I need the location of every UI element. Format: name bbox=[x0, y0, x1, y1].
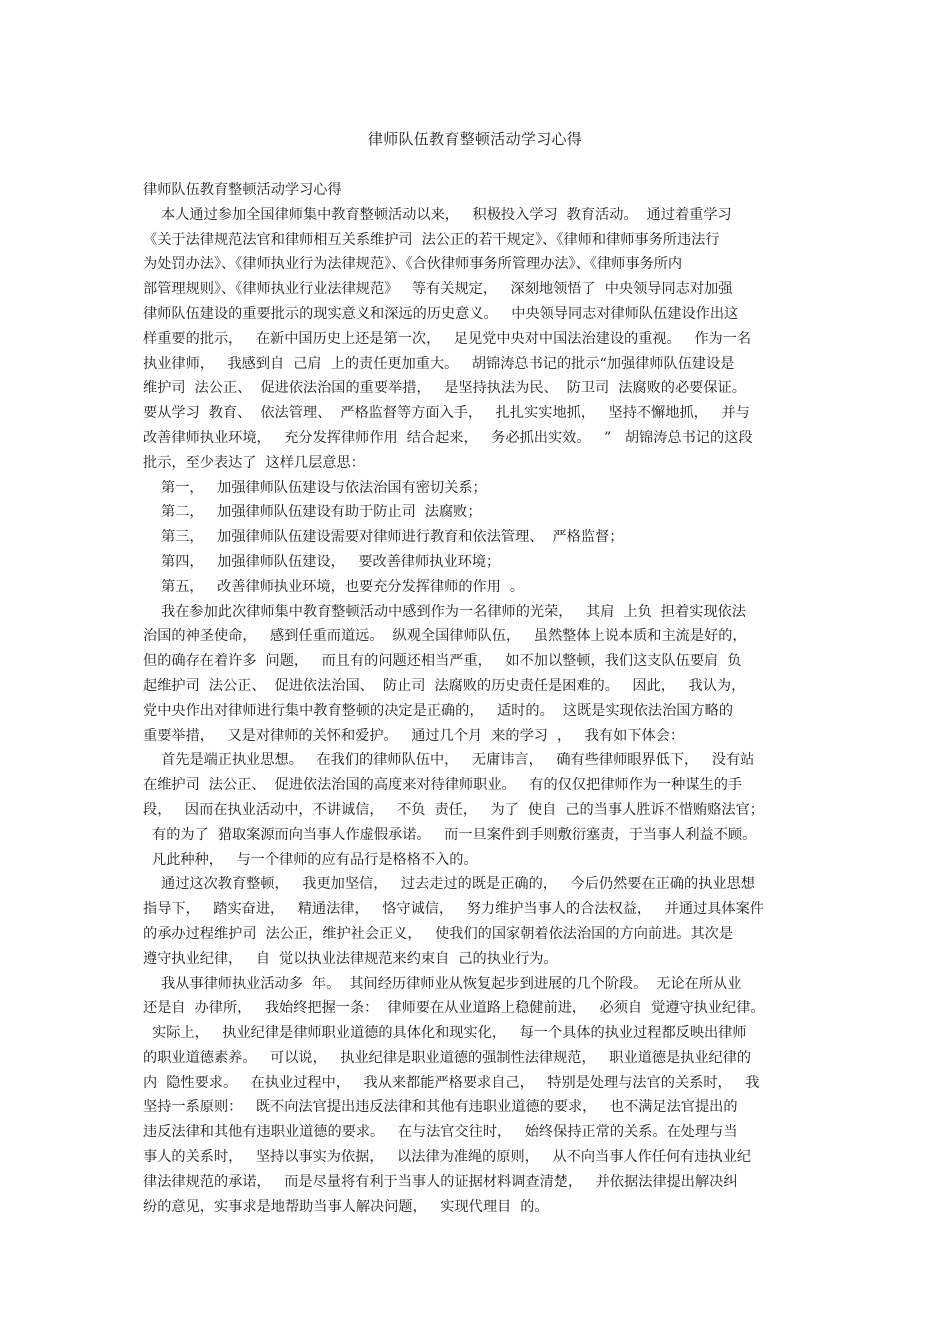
body-line: 在维护司 法公正、 促进依法治国的高度来对待律师职业。 有的仅仅把律师作为一种谋生的手 bbox=[143, 777, 743, 794]
body-line: 有的为了 猎取案源而向当事人作虚假承诺。 而一旦案件到手则敷衍塞责，于当事人利益不顾。 bbox=[143, 826, 757, 843]
body-line: 还是自 办律所， 我始终把握一条： 律师要在从业道路上稳健前进， 必须自 觉遵守执业纪律。 bbox=[143, 1000, 765, 1017]
body-line: 样重要的批示， 在新中国历史上还是第一次， 足见党中央对中国法治建设的重视。 作为一名 bbox=[143, 330, 752, 347]
body-line: 违反法律和其他有违职业道德的要求。 在与法官交往时， 始终保持正常的关系。在处理与当 bbox=[143, 1124, 738, 1141]
body-line: 第三， 加强律师队伍建设需要对律师进行教育和依法管理、 严格监督； bbox=[143, 529, 624, 546]
body-line: 改善律师执业环境， 充分发挥律师作用 结合起来， 务必抓出实效。 ” 胡锦涛总书记的这段 bbox=[143, 429, 753, 446]
body-line: 本人通过参加全国律师集中教育整顿活动以来， 积极投入学习 教育活动。 通过着重学习 bbox=[143, 206, 732, 223]
body-line: 通过这次教育整顿， 我更加坚信， 过去走过的既是正确的， 今后仍然要在正确的执业思想 bbox=[143, 876, 755, 893]
body-line: 事人的关系时， 坚持以事实为依据， 以法律为准绳的原则， 从不向当事人作任何有违执业纪 bbox=[143, 1149, 752, 1166]
body-line: 执业律师， 我感到自 己肩 上的责任更加重大。 胡锦涛总书记的批示“加强律师队伍建设是 bbox=[143, 355, 735, 372]
body-line: 批示，至少表达了 这样几层意思： bbox=[143, 454, 365, 471]
body-line: 部管理规则》、《律师执业行业法律规范》 等有关规定， 深刻地领悟了 中央领导同志对加强 bbox=[143, 281, 733, 298]
body-line: 我从事律师执业活动多 年。 其间经历律师业从恢复起步到进展的几个阶段。 无论在所从业 bbox=[143, 975, 742, 992]
document-title: 律师队伍教育整顿活动学习心得 bbox=[367, 130, 583, 148]
body-heading: 律师队伍教育整顿活动学习心得 bbox=[143, 182, 342, 198]
body-line: 纷的意见，实事求是地帮助当事人解决问题， 实现代理目 的。 bbox=[143, 1198, 549, 1215]
body-line: 坚持一系原则： 既不向法官提出违反法律和其他有违职业道德的要求， 也不满足法官提出的 bbox=[143, 1099, 738, 1116]
body-line: 维护司 法公正、 促进依法治国的重要举措， 是坚持执法为民、 防卫司 法腐败的必要保证。 bbox=[143, 380, 746, 397]
body-line: 为处罚办法》、《律师执业行为法律规范》、《合伙律师事务所管理办法》、《律师事务所内 bbox=[143, 256, 683, 273]
body-line: 重要举措， 又是对律师的关怀和爱护。 通过几个月 来的学习 ， 我有如下体会： bbox=[143, 727, 685, 744]
body-line: 内 隐性要求。 在执业过程中， 我从来都能严格要求自己， 特别是处理与法官的关系时， 我 bbox=[143, 1074, 760, 1091]
body-line: 但的确存在着许多 问题， 而且有的问题还相当严重， 如不加以整顿，我们这支队伍要肩 负 bbox=[143, 653, 742, 670]
body-line: 治国的神圣使命， 感到任重而道远。 纵观全国律师队伍， 虽然整体上说本质和主流是好的， bbox=[143, 628, 747, 645]
body-line: 实际上， 执业纪律是律师职业道德的具体化和现实化， 每一个具体的执业过程都反映出律师 bbox=[143, 1025, 747, 1042]
body-line: 第一， 加强律师队伍建设与依法治国有密切关系； bbox=[143, 479, 487, 496]
body-line: 第二， 加强律师队伍建设有助于防止司 法腐败； bbox=[143, 504, 482, 521]
body-line: 凡此种种， 与一个律师的应有品行是格格不入的。 bbox=[143, 851, 478, 868]
body-line: 首先是端正执业思想。 在我们的律师队伍中， 无庸讳言， 确有些律师眼界低下， 没有站 bbox=[143, 752, 755, 769]
body-line: 我在参加此次律师集中教育整顿活动中感到作为一名律师的光荣， 其肩 上负 担着实现依法 bbox=[143, 603, 746, 620]
body-line: 《关于法律规范法官和律师相互关系维护司 法公正的若干规定》、《律师和律师事务所违法行 bbox=[143, 231, 720, 248]
body-line: 段， 因而在执业活动中，不讲诚信， 不负 责任， 为了 使自 己的当事人胜诉不惜贿赂法官； bbox=[143, 801, 764, 818]
body-line: 律师队伍建设的重要批示的现实意义和深远的历史意义。 中央领导同志对律师队伍建设作出这 bbox=[143, 305, 739, 322]
body-line: 起维护司 法公正、 促进依法治国、 防止司 法腐败的历史责任是困难的。 因此， 我认为， bbox=[143, 677, 746, 694]
body-line: 党中央作出对律师进行集中教育整顿的决定是正确的， 适时的。 这既是实现依法治国方略的 bbox=[143, 702, 734, 719]
body-line: 要从学习 教育、 依法管理、 严格监督等方面入手， 扎扎实实地抓， 坚持不懈地抓， 并与 bbox=[143, 405, 750, 422]
body-line: 指导下， 踏实奋进， 精通法律， 恪守诚信， 努力维护当事人的合法权益， 并通过具体案件 bbox=[143, 901, 764, 918]
body-line: 遵守执业纪律， 自 觉以执业法律规范来约束自 己的执业行为。 bbox=[143, 950, 558, 967]
body-line: 第五， 改善律师执业环境，也要充分发挥律师的作用 。 bbox=[143, 578, 525, 595]
body-line: 的职业道德素养。 可以说， 执业纪律是职业道德的强制性法律规范， 职业道德是执业纪律的 bbox=[143, 1049, 752, 1066]
body-line: 的承办过程维护司 法公正，维护社会正义， 使我们的国家朝着依法治国的方向前进。其次是 bbox=[143, 925, 734, 942]
body-line: 第四， 加强律师队伍建设， 要改善律师执业环境； bbox=[143, 553, 501, 570]
body-line: 律法律规范的承诺， 而是尽量将有利于当事人的证据材料调查清楚， 并依据法律提出解决纠 bbox=[143, 1173, 738, 1190]
document-body bbox=[143, 178, 823, 1219]
